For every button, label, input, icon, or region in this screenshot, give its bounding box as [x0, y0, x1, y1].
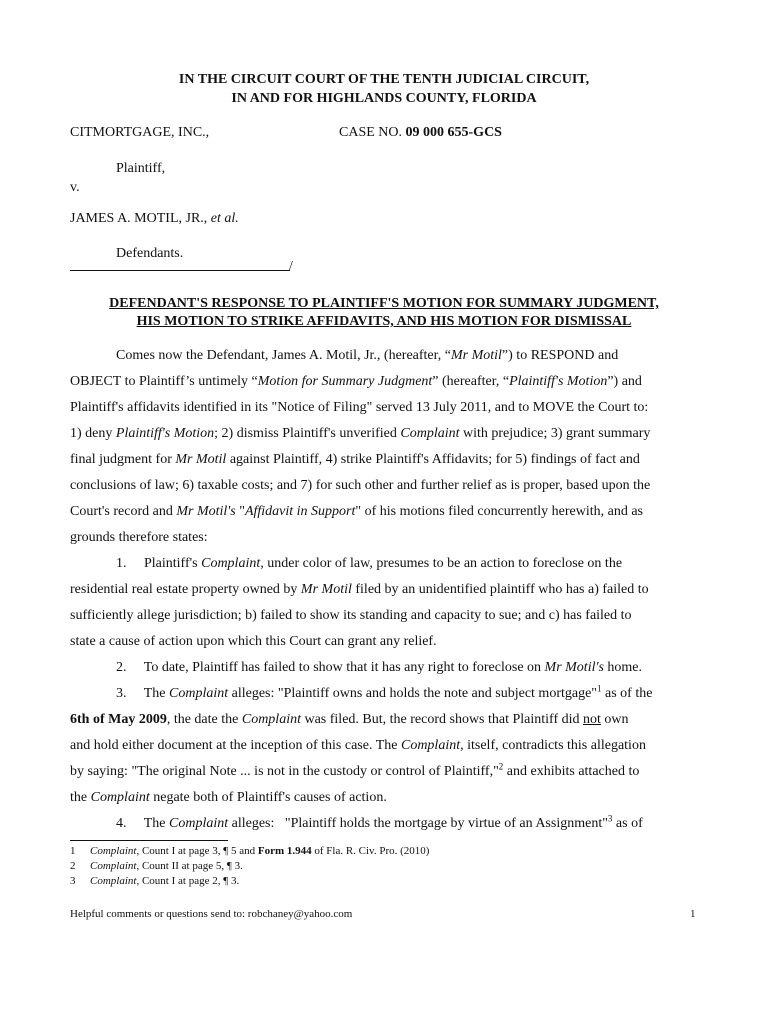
para1-line: 1. Plaintiff's Complaint, under color of law, presumes to be an action to foreclose on the	[116, 556, 623, 571]
para4-line: 4. The Complaint alleges: "Plaintiff holds the mortgage by virtue of an Assignment"$^3$ as of	[116, 813, 643, 831]
para3-line: 3. The Complaint alleges: "Plaintiff owns and holds the note and subject mortgage"$^1$ as of the	[116, 683, 653, 701]
caption-slash: /	[289, 259, 293, 274]
para3-line: 6th of May 2009, the date the Complaint was filed. But, the record shows that Plaintiff did not own	[70, 712, 629, 727]
intro-line: final judgment for Mr Motil against Plaintiff, 4) strike Plaintiff's Affidavits; for 5) findings of fact and	[70, 452, 640, 467]
footnote-2: 2 Complaint, Count II at page 5, ¶ 3.	[70, 860, 243, 872]
caption-rule	[70, 270, 290, 271]
para2-line: 2. To date, Plaintiff has failed to show that it has any right to foreclose on Mr Motil's home.	[116, 660, 643, 675]
case-number	[339, 125, 502, 141]
court-name-line2: IN AND FOR HIGHLANDS COUNTY, FLORIDA	[231, 91, 537, 106]
footnote-ref: 3	[607, 813, 613, 824]
para3-line: the Complaint negate both of Plaintiff's causes of action.	[70, 790, 387, 805]
intro-line: Plaintiff's affidavits identified in its "Notice of Filing" served 13 July 2011, and to MOVE the Court to:	[70, 400, 649, 415]
para1-line: sufficiently allege jurisdiction; b) failed to show its standing and capacity to sue; and c) has failed to	[70, 608, 632, 623]
page-number: 1	[690, 908, 696, 920]
versus: v.	[70, 180, 80, 195]
footnote-1: 1 Complaint, Count I at page 3, ¶ 5 and Form 1.944 of Fla. R. Civ. Pro. (2010)	[70, 845, 430, 857]
para3-line: and hold either document at the inception of this case. The Complaint, itself, contradicts this allegation	[70, 738, 646, 753]
footnote-ref: 2	[498, 761, 504, 772]
intro-line: Comes now the Defendant, James A. Motil, Jr., (hereafter, “Mr Motil”) to RESPOND and	[116, 348, 619, 363]
case-no-value: 09 000 655-GCS	[405, 125, 502, 140]
case-no-label: CASE NO.	[339, 125, 403, 140]
footnote-3: 3 Complaint, Count I at page 2, ¶ 3.	[70, 875, 240, 887]
court-name-line1: IN THE CIRCUIT COURT OF THE TENTH JUDICIAL CIRCUIT,	[178, 72, 590, 87]
plaintiff-name: CITMORTGAGE, INC.,	[70, 125, 210, 140]
footer-contact: Helpful comments or questions send to: robchaney@yahoo.com	[70, 908, 353, 920]
plaintiff-label: Plaintiff,	[116, 161, 166, 176]
body-text	[70, 343, 700, 837]
intro-line: grounds therefore states:	[70, 530, 208, 545]
footnote-ref: 1	[597, 683, 602, 694]
para1-line: residential real estate property owned by Mr Motil filed by an unidentified plaintiff who has a) failed to	[70, 582, 649, 597]
intro-line: OBJECT to Plaintiff’s untimely “Motion for Summary Judgment” (hereafter, “Plaintiff's Motion”) and	[70, 374, 642, 389]
intro-line: 1) deny Plaintiff's Motion; 2) dismiss Plaintiff's unverified Complaint with prejudice; 3) grant summary	[70, 426, 651, 441]
para1-line: state a cause of action upon which this Court can grant any relief.	[70, 634, 437, 649]
document-title-line1: DEFENDANT'S RESPONSE TO PLAINTIFF'S MOTION FOR SUMMARY JUDGMENT,	[109, 296, 659, 311]
defendants-label: Defendants.	[116, 246, 184, 261]
intro-line: Court's record and Mr Motil's "Affidavit in Support" of his motions filed concurrently herewith, and as	[70, 504, 643, 519]
intro-line: conclusions of law; 6) taxable costs; and 7) for such other and further relief as is proper, based upon the	[70, 478, 651, 493]
footnote-separator	[70, 840, 228, 841]
para3-line: by saying: "The original Note ... is not in the custody or control of Plaintiff,"$^2$ and exhibits attached to	[70, 761, 640, 779]
document-title-line2: HIS MOTION TO STRIKE AFFIDAVITS, AND HIS MOTION FOR DISMISSAL	[136, 314, 632, 329]
defendant-name: JAMES A. MOTIL, JR., et al.	[70, 211, 239, 226]
